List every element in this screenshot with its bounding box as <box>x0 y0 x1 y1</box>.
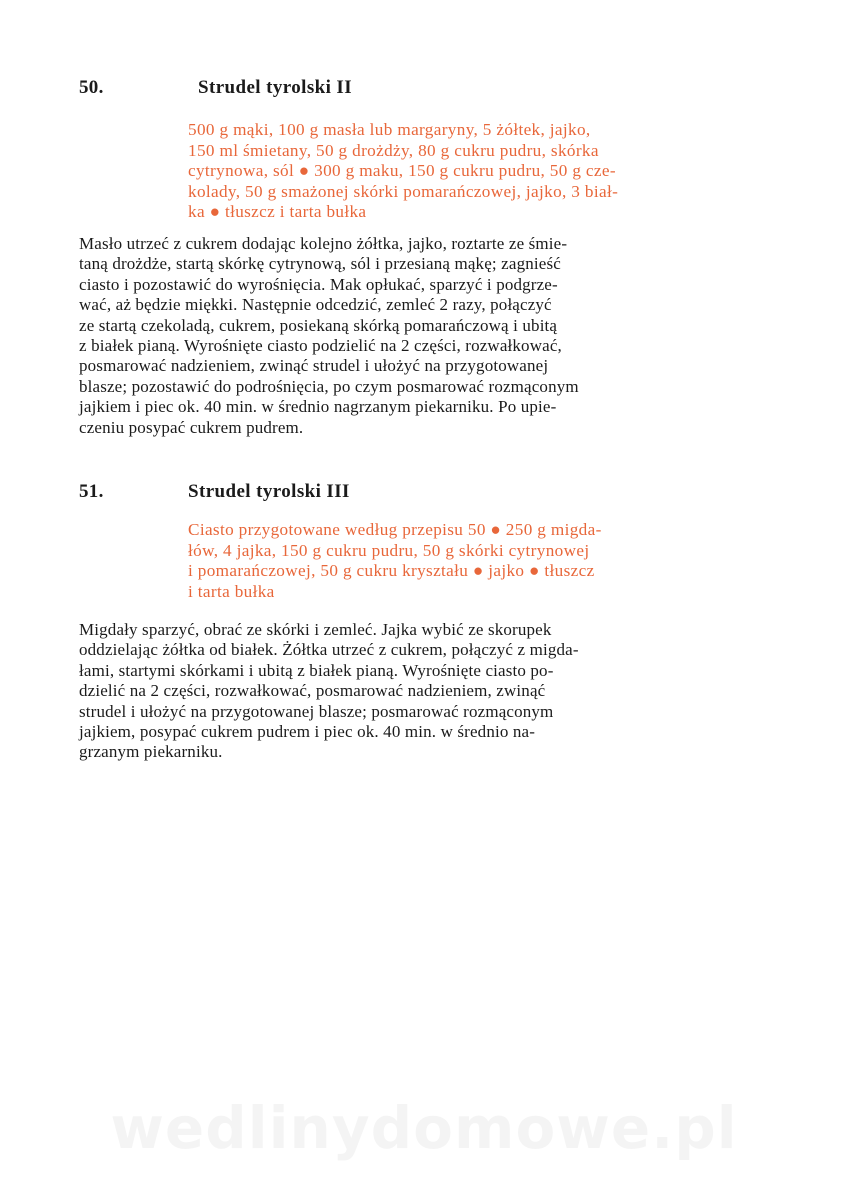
ingredients-line: cytrynowa, sól ● 300 g maku, 150 g cukru pudru, 50 g cze- <box>188 161 616 180</box>
method-block <box>79 620 769 763</box>
method-line: jajkiem i piec ok. 40 min. w średnio nagrzanym piekarniku. Po upie- <box>79 397 557 417</box>
ingredients-line: łów, 4 jajka, 150 g cukru pudru, 50 g skórki cytrynowej <box>188 540 590 560</box>
method-line: czeniu posypać cukrem pudrem. <box>79 417 304 437</box>
method-line: blasze; pozostawić do podrośnięcia, po czym posmarować rozmąconym <box>79 376 579 396</box>
ingredients-block <box>188 120 782 223</box>
method-line: z białek pianą. Wyrośnięte ciasto podzielić na 2 części, rozwałkować, <box>79 336 562 356</box>
recipe-number: 51. <box>79 481 104 502</box>
method-line: łami, startymi skórkami i ubitą z białek pianą. Wyrośnięte ciasto po- <box>79 660 554 680</box>
method-line: grzanym piekarniku. <box>79 742 223 762</box>
method-line: ciasto i pozostawić do wyrośnięcia. Mak opłukać, sparzyć i podgrze- <box>79 274 558 294</box>
method-line: strudel i ułożyć na przygotowanej blasze; posmarować rozmąconym <box>79 701 554 721</box>
recipe-number: 50. <box>79 77 104 98</box>
ingredients-line: i tarta bułka <box>188 581 275 601</box>
ingredients-line: i pomarańczowej, 50 g cukru kryształu ● jajko ● tłuszcz <box>188 561 595 580</box>
ingredients-block <box>188 520 782 602</box>
method-line: oddzielając żółtka od białek. Żółtka utrzeć z cukrem, połączyć z migda- <box>79 640 579 660</box>
method-line: wać, aż będzie miękki. Następnie odcedzić, zemleć 2 razy, połączyć <box>79 295 552 315</box>
watermark <box>0 1094 848 1162</box>
ingredients-line: 150 ml śmietany, 50 g drożdży, 80 g cukru pudru, skórka <box>188 140 599 160</box>
recipe-header <box>79 77 779 101</box>
method-block <box>79 234 769 438</box>
method-line: posmarować nadzieniem, zwinąć strudel i ułożyć na przygotowanej <box>79 356 549 376</box>
method-line: jajkiem, posypać cukrem pudrem i piec ok. 40 min. w średnio na- <box>79 722 536 742</box>
recipe-title: Strudel tyrolski III <box>188 481 350 502</box>
method-line: ze startą czekoladą, cukrem, posiekaną skórką pomarańczową i ubitą <box>79 315 558 335</box>
ingredients-line: kolady, 50 g smażonej skórki pomarańczowej, jajko, 3 biał- <box>188 181 619 201</box>
recipe-header <box>79 481 779 505</box>
ingredients-line: ka ● tłuszcz i tarta bułka <box>188 202 367 221</box>
method-line: Migdały sparzyć, obrać ze skórki i zemleć. Jajka wybić ze skorupek <box>79 620 552 639</box>
recipe-title: Strudel tyrolski II <box>198 77 352 98</box>
method-line: dzielić na 2 części, rozwałkować, posmarować nadzieniem, zwinąć <box>79 681 546 701</box>
method-line: taną drożdże, startą skórkę cytrynową, sól i przesianą mąkę; zagnieść <box>79 254 561 274</box>
ingredients-line: Ciasto przygotowane według przepisu 50 ● 250 g migda- <box>188 520 602 539</box>
method-line: Masło utrzeć z cukrem dodając kolejno żółtka, jajko, roztarte ze śmie- <box>79 234 568 253</box>
ingredients-line: 500 g mąki, 100 g masła lub margaryny, 5 żółtek, jajko, <box>188 120 591 139</box>
